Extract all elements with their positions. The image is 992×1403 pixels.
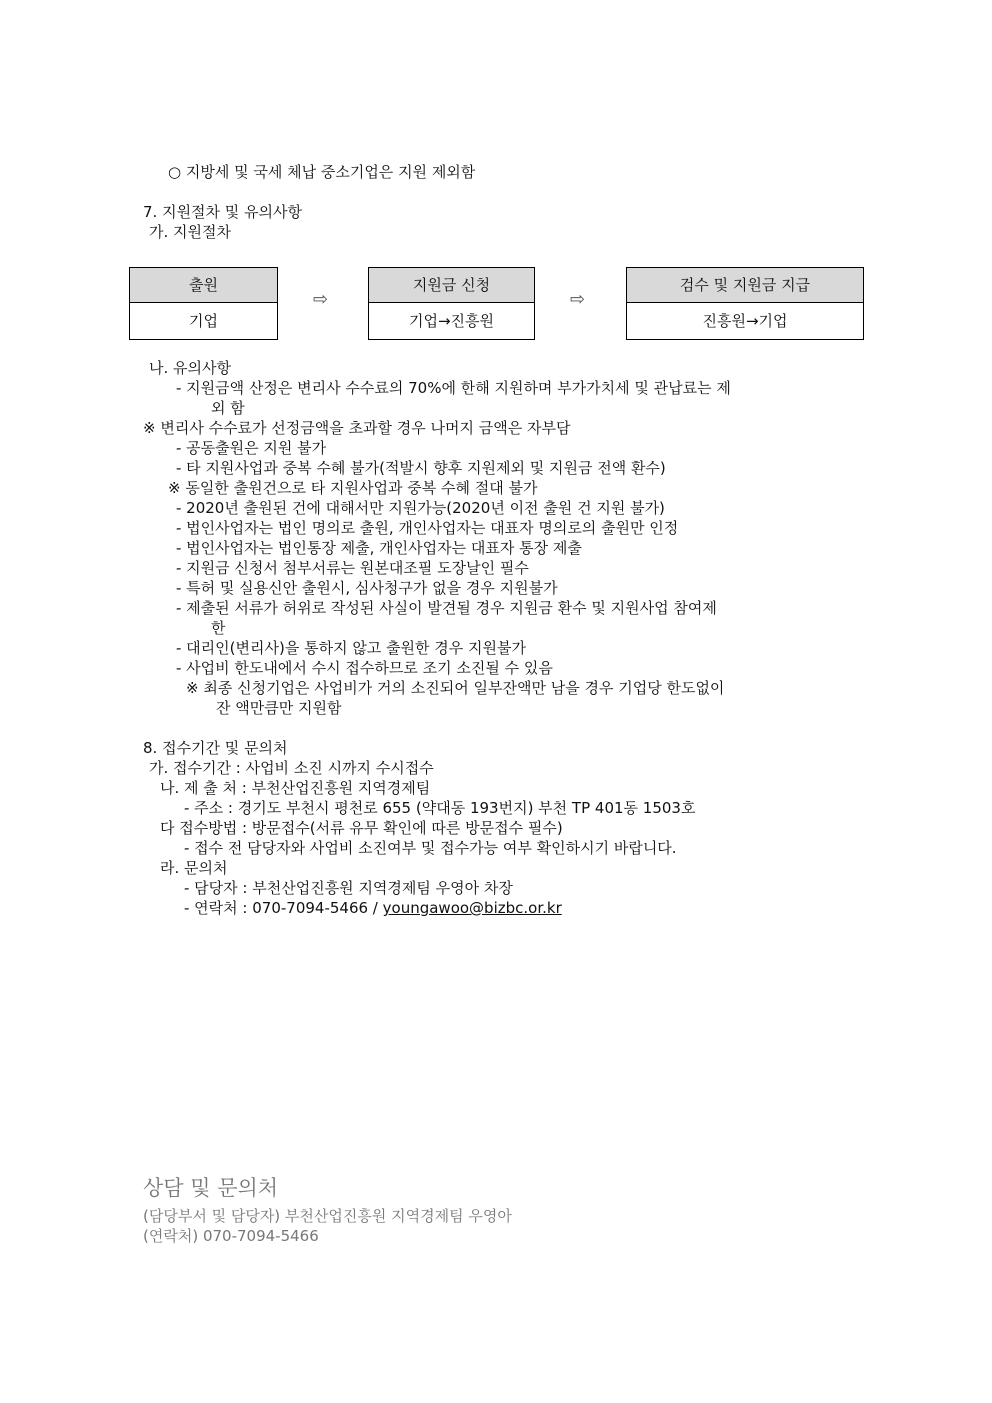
note-item: 외 함 — [211, 399, 245, 417]
flow-step-body: 진흥원→기업 — [702, 312, 788, 330]
note-item: - 2020년 출원된 건에 대해서만 지원가능(2020년 이전 출원 건 지원 불가) — [176, 499, 665, 517]
flow-step-apply — [129, 267, 278, 340]
flow-step-header: 검수 및 지원금 지급 — [627, 268, 863, 303]
footer-title: 상담 및 문의처 — [143, 1176, 279, 1200]
note-item: ※ 동일한 출원건으로 타 지원사업과 중복 수혜 절대 불가 — [168, 479, 538, 497]
flow-step-header: 지원금 신청 — [369, 268, 534, 303]
note-item: - 법인사업자는 법인통장 제출, 개인사업자는 대표자 통장 제출 — [176, 539, 582, 557]
note-item: - 특허 및 실용신안 출원시, 심사청구가 없을 경우 지원불가 — [176, 579, 558, 597]
section7-sub-a: 가. 지원절차 — [149, 223, 231, 241]
note-item: - 타 지원사업과 중복 수혜 불가(적발시 향후 지원제외 및 지원금 전액 환수) — [176, 459, 666, 477]
note-item: - 법인사업자는 법인 명의로 출원, 개인사업자는 대표자 명의로의 출원만 인정 — [176, 519, 679, 537]
contact-phone-line — [184, 898, 562, 918]
contact-phone: - 연락처 : 070-7094-5466 / — [184, 899, 383, 917]
flow-step-payment — [626, 267, 864, 340]
flow-step-body: 기업→진흥원 — [408, 312, 495, 330]
note-item: - 제출된 서류가 허위로 작성된 사실이 발견될 경우 지원금 환수 및 지원사업 참여제 — [176, 599, 717, 617]
contact-person: - 담당자 : 부천산업진흥원 지역경제팀 우영아 차장 — [184, 879, 513, 897]
note-item: ※ 변리사 수수료가 선정금액을 초과할 경우 나머지 금액은 자부담 — [143, 419, 571, 437]
reception-note: - 접수 전 담당자와 사업비 소진여부 및 접수가능 여부 확인하시기 바랍니다. — [184, 839, 677, 857]
reception-method: 다 접수방법 : 방문접수(서류 유무 확인에 따른 방문접수 필수) — [160, 819, 563, 837]
contact-label: 라. 문의처 — [160, 859, 228, 877]
intro-bullet: ○ 지방세 및 국세 체납 중소기업은 지원 제외함 — [168, 163, 476, 181]
footer-dept: (담당부서 및 담당자) 부천산업진흥원 지역경제팀 우영아 — [143, 1207, 512, 1225]
reception-period: 가. 접수기간 : 사업비 소진 시까지 수시접수 — [149, 759, 434, 777]
section8-heading: 8. 접수기간 및 문의처 — [143, 739, 288, 757]
section7-heading: 7. 지원절차 및 유의사항 — [143, 203, 303, 221]
note-item: - 공동출원은 지원 불가 — [176, 439, 327, 457]
section7-sub-b: 나. 유의사항 — [149, 359, 231, 377]
note-item: - 대리인(변리사)을 통하지 않고 출원한 경우 지원불가 — [176, 639, 527, 657]
flow-arrow-icon: ⇨ — [570, 289, 586, 310]
flow-arrow-icon: ⇨ — [313, 289, 329, 310]
flow-step-request — [368, 267, 535, 340]
submit-to: 나. 제 출 처 : 부천산업진흥원 지역경제팀 — [160, 779, 431, 797]
note-item: - 지원금 신청서 첨부서류는 원본대조필 도장날인 필수 — [176, 559, 529, 577]
submit-address: - 주소 : 경기도 부천시 평천로 655 (약대동 193번지) 부천 TP 401동 1503호 — [184, 799, 696, 817]
footer-phone: (연락처) 070-7094-5466 — [143, 1227, 319, 1245]
flow-step-header: 출원 — [130, 268, 277, 303]
note-item: 한 — [211, 619, 226, 637]
note-item: ※ 최종 신청기업은 사업비가 거의 소진되어 일부잔액만 남을 경우 기업당 한도없이 — [186, 679, 725, 697]
note-item: - 지원금액 산정은 변리사 수수료의 70%에 한해 지원하며 부가가치세 및 관납료는 제 — [176, 379, 731, 397]
note-item: - 사업비 한도내에서 수시 접수하므로 조기 소진될 수 있음 — [176, 659, 553, 677]
contact-email-link[interactable]: youngawoo@bizbc.or.kr — [382, 899, 562, 917]
note-item: 잔 액만큼만 지원함 — [216, 699, 342, 717]
flow-step-body: 기업 — [189, 312, 218, 330]
